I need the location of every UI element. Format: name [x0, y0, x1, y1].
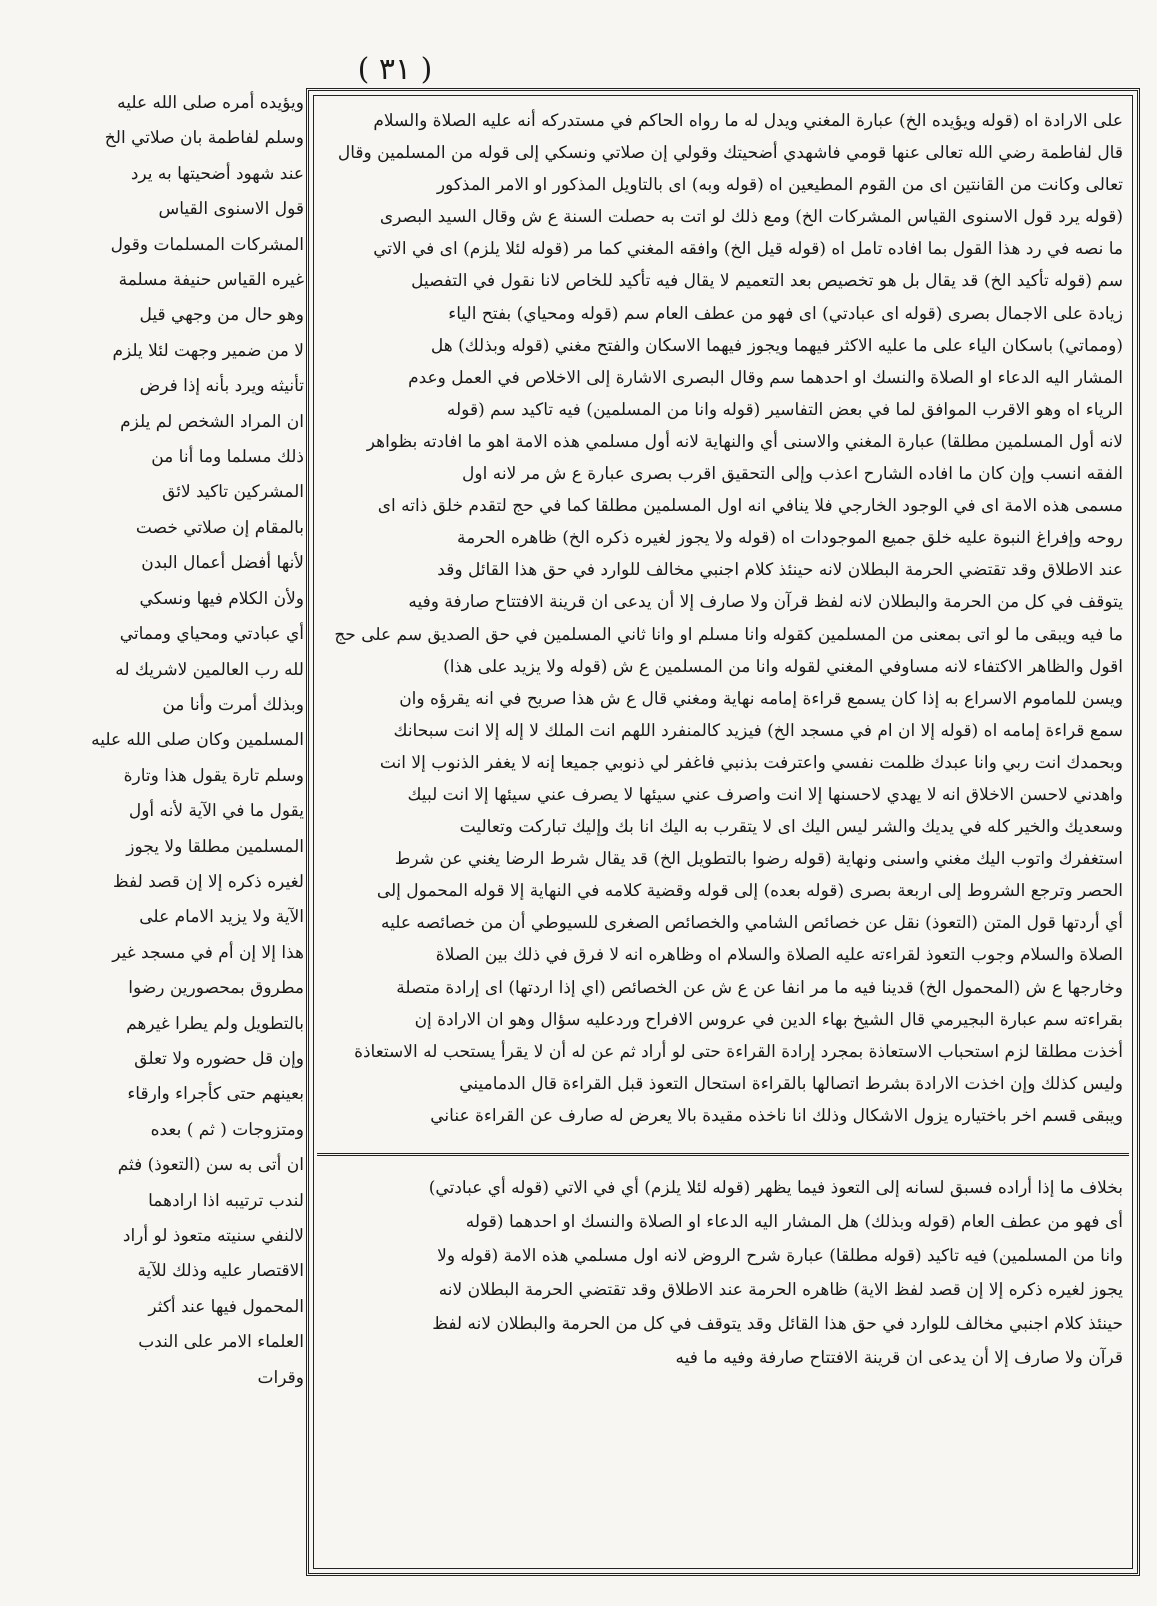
commentary-line: ما نصه في رد هذا القول بما افاده تامل اه (قوله قيل الخ) وافقه المغني كما مر (قوله لئلا يلزم) اى في الاتي: [373, 239, 1123, 260]
side-text-line: المشركين تاكيد لائق: [162, 482, 304, 503]
side-text-line: لالنفي سنيته متعوذ لو أراد: [122, 1226, 304, 1246]
side-text-line: المحمول فيها عند أكثر: [148, 1296, 304, 1317]
commentary-line: (ومماتي) باسكان الياء على ما عليه الاكثر فيهما ويجوز فيهما الاسكان والفتح مغني (قوله وبذلك) هل: [430, 335, 1123, 356]
commentary-line: ويسن للماموم الاسراع به إذا كان يسمع قراءة إمامه نهاية ومغني قال ع ش هذا صريح في انه يقرؤه وان: [399, 688, 1123, 709]
commentary-line: قال لفاطمة رضي الله تعالى عنها قومي فاشهدي أضحيتك وقولي إن صلاتي ونسكي إلى قوله من المسلمين وقال: [337, 143, 1123, 164]
side-text-line: هذا إلا إن أم في مسجد غير: [112, 942, 304, 963]
side-text-line: الاقتصار عليه وذلك للآية: [137, 1261, 304, 1282]
divider-rule: [317, 1153, 1129, 1160]
side-text-line: لله رب العالمين لاشريك له: [115, 659, 304, 680]
commentary-line: روحه وإفراغ النبوة عليه خلق جميع الموجودات اه (قوله ولا يجوز لغيره ذكره الخ) ظاهره الحرمة: [457, 528, 1123, 549]
side-text-line: ولأن الكلام فيها ونسكي: [139, 588, 304, 609]
side-text-line: المشركات المسلمات وقول: [110, 234, 304, 255]
side-text-line: الآية ولا يزيد الامام على: [139, 907, 304, 928]
side-text-line: لأنها أفضل أعمال البدن: [141, 553, 304, 574]
side-text-line: بالتطويل ولم يطرا غيرهم: [126, 1013, 304, 1034]
commentary-line: وبحمدك انت ربي وانا عبدك ظلمت نفسي واعترفت بذنبي فاغفر لي ذنوبي جميعا إنه لا يغفر الذنوب إلا انت: [379, 752, 1123, 773]
side-text-line: لندب ترتيبه اذا ارادهما: [148, 1190, 304, 1211]
side-text-line: المسلمين وكان صلى الله عليه: [91, 730, 304, 751]
commentary-line: واهدني لاحسن الاخلاق انه لا يهدي لاحسنها إلا انت واصرف عني سيئها لا يصرف عني سيئها إلا انت لبيك: [407, 784, 1123, 805]
footnote-line: بخلاف ما إذا أراده فسبق لسانه إلى التعوذ فيما يظهر (قوله لئلا يلزم) أي في الاتي (قوله أي عبادتي): [428, 1178, 1123, 1198]
commentary-line: سم (قوله تأكيد الخ) قد يقال بل هو تخصيص بعد التعميم لا يقال فيه تأكيد للخاص لانا نقول في التفصيل: [411, 271, 1123, 292]
footnote-line: حينئذ كلام اجنبي مخالف للوارد في حق هذا القائل وقد يتوقف في كل من الحرمة والبطلان لانه لفظ: [432, 1314, 1123, 1334]
commentary-line: وسعديك والخير كله في يديك والشر ليس اليك اى لا يتقرب به اليك انا بك وإليك تباركت وتعاليت: [459, 817, 1123, 838]
side-text-line: وقرات: [257, 1367, 304, 1388]
side-text-line: غيره القياس حنيفة مسلمة: [118, 270, 304, 291]
commentary-line: استغفرك واتوب اليك مغني واسنى ونهاية (قوله رضوا بالتطويل الخ) قد يقال شرط الرضا يغني عن شرط: [394, 849, 1123, 870]
footnote-line: يجوز لغيره ذكره إلا إن قصد لفظ الاية) ظاهره الحرمة عند الاطلاق وقد تقتضي الحرمة البطلان لانه: [438, 1280, 1123, 1300]
side-text-line: مطروق بمحصورين رضوا: [128, 978, 304, 999]
commentary-line: على الارادة اه (قوله ويؤيده الخ) عبارة المغني ويدل له ما رواه الحاكم في مستدركه أنه عليه الصلاة والسلام: [373, 111, 1123, 131]
side-text-line: وإن قل حضوره ولا تعلق: [134, 1048, 304, 1069]
side-text-line: لا من ضمير وجهت لئلا يلزم: [112, 340, 304, 361]
commentary-line: أخذت مطلقا لزم استحباب الاستعاذة بمجرد إرادة القراءة حتى لو أراد ثم عن له أن لا يقرأ يستحب له الاستعاذة: [354, 1041, 1123, 1062]
side-text-line: عند شهود أضحيتها به يرد: [130, 163, 304, 184]
side-text-line: ويؤيده أمره صلى الله عليه: [117, 93, 304, 113]
side-text-line: بالمقام إن صلاتي خصت: [135, 517, 304, 538]
commentary-line: تعالى وكانت من القانتين اى من القوم المطيعين اه (قوله وبه) اى بالتاويل المذكور او الامر المذكور: [436, 175, 1123, 196]
side-text-line: ومتزوجات ( ثم ) بعده: [150, 1119, 304, 1140]
side-text-line: ان المراد الشخص لم يلزم: [120, 411, 304, 432]
side-text-line: المسلمين مطلقا ولا يجوز: [126, 836, 304, 857]
side-text-line: وسلم لفاطمة بان صلاتي الخ: [104, 128, 304, 149]
footnote-line: أى فهو من عطف العام (قوله وبذلك) هل المشار اليه الدعاء او الصلاة والنسك او احدهما (قوله: [465, 1212, 1123, 1232]
commentary-line: ما فيه ويبقى ما لو اتى بمعنى من المسلمين كقوله وانا مسلم او وانا ثاني المسلمين في حق الصديق سم على حج: [334, 624, 1123, 645]
main-frame: [306, 88, 1140, 1576]
side-text-line: تأنيثه ويرد بأنه إذا فرض: [139, 376, 304, 397]
side-text-line: وبذلك أمرت وأنا من: [162, 694, 304, 715]
lower-text-block: [323, 1171, 1123, 1561]
commentary-line: بقراءته سم عبارة البجيرمي قال الشيخ بهاء الدين في عروس الافراح وردعليه سؤال وهو ان الارادة إن: [414, 1009, 1123, 1030]
commentary-line: وليس كذلك وإن اخذت الارادة بشرط اتصالها بالقراءة استحال التعوذ قبل القراءة قال الدماميني: [459, 1073, 1123, 1094]
commentary-line: سمع قراءة إمامه اه (قوله إلا ان ام في مسجد الخ) فيزيد كالمنفرد اللهم انت الملك لا إله إلا انت سبحانك: [393, 720, 1123, 741]
commentary-line: (قوله يرد قول الاسنوى القياس المشركات الخ) ومع ذلك لو اتت به حصلت السنة ع ش وقال السيد البصرى: [379, 207, 1123, 228]
side-text-line: يقول ما في الآية لأنه أول: [128, 801, 304, 822]
commentary-line: المشار اليه الدعاء او الصلاة والنسك او احدهما سم وقال البصرى الاشارة إلى الاخلاص في العمل وعدم: [408, 367, 1123, 388]
commentary-line: اقول والظاهر الاكتفاء لانه مساوفي المغني لقوله وانا من المسلمين ع ش (قوله ولا يزيد على هذا): [443, 656, 1123, 677]
footnote-line: قرآن ولا صارف إلا أن يدعى ان قرينة الافتتاح صارفة وفيه ما فيه: [675, 1348, 1123, 1368]
side-text-line: أي عبادتي ومحياي ومماتي: [119, 624, 304, 645]
commentary-line: عند الاطلاق وقد تقتضي الحرمة البطلان لانه حينئذ كلام اجنبي مخالف للوارد في حق هذا القائل وقد: [437, 560, 1123, 581]
side-text-line: ان أتى به سن (التعوذ) فثم: [117, 1155, 304, 1176]
side-text-line: العلماء الامر على الندب: [138, 1332, 304, 1353]
commentary-line: الفقه انسب وإن كان ما افاده الشارح اعذب وإلى التحقيق اقرب بصرى عبارة ع ش مر لانه اول: [462, 464, 1123, 485]
commentary-line: زيادة على الاجمال بصرى (قوله اى عبادتي) اى فهو من عطف العام سم (قوله ومحياي) بفتح الياء: [448, 303, 1123, 324]
commentary-line: يتوقف في كل من الحرمة والبطلان لانه لفظ قرآن ولا صارف إلا أن يدعى ان قرينة الافتتاح صارفة وفيه: [408, 592, 1123, 613]
upper-text-block: [323, 105, 1123, 1141]
footnote-line: وانا من المسلمين) فيه تاكيد (قوله مطلقا) عبارة شرح الروض لانه اول مسلمي هذه الامة (قوله ولا: [437, 1246, 1123, 1266]
side-text-line: بعينهم حتى كأجراء وارقاء: [127, 1084, 304, 1105]
side-text-line: ذلك مسلما وما أنا من: [151, 447, 304, 468]
commentary-line: لانه أول المسلمين مطلقا) عبارة المغني والاسنى أي والنهاية لانه أول مسلمي هذه الامة اهو ما افادته بظواهر: [366, 431, 1123, 452]
commentary-line: مسمى هذه الامة اى في الوجود الخارجي فلا ينافي انه اول المسلمين مطلقا كما في حج لتقدم خلق ذاته اى: [377, 496, 1123, 517]
side-text-line: وسلم تارة يقول هذا وتارة: [123, 765, 304, 786]
side-text-line: لغيره ذكره إلا إن قصد لفظ: [112, 871, 304, 892]
page-number: ( ٣١ ): [357, 52, 433, 87]
side-text-line: قول الاسنوى القياس: [158, 199, 304, 220]
side-text-line: وهو حال من وجهي قيل: [139, 305, 304, 326]
side-column: [24, 86, 304, 1566]
commentary-line: الصلاة والسلام وجوب التعوذ لقراءته عليه الصلاة والسلام اه وظاهره انه لا فرق في ذلك بين الصلاة: [435, 945, 1123, 966]
commentary-line: وخارجها ع ش (المحمول الخ) قدينا فيه ما مر انفا عن ع ش عن الخصائص (اي إذا اردتها) اى إرادة متصلة: [396, 977, 1123, 998]
commentary-line: الحصر وترجع الشروط إلى اربعة بصرى (قوله بعده) إلى قوله وقضية كلامه في النهاية إلا قوله المحمول إلى: [376, 881, 1123, 902]
commentary-line: ويبقى قسم اخر باختياره يزول الاشكال وذلك انا ناخذه مقيدة بالا يعرض له صارف عن القراءة عناني: [430, 1105, 1123, 1126]
commentary-line: الرياء اه وهو الاقرب الموافق لما في بعض التفاسير (قوله وانا من المسلمين) فيه تاكيد سم (قوله: [446, 399, 1123, 420]
commentary-line: أي أردتها قول المتن (التعوذ) نقل عن خصائص الشامي والخصائص الصغرى للسيوطي أن من خصائصه عليه: [380, 913, 1123, 934]
